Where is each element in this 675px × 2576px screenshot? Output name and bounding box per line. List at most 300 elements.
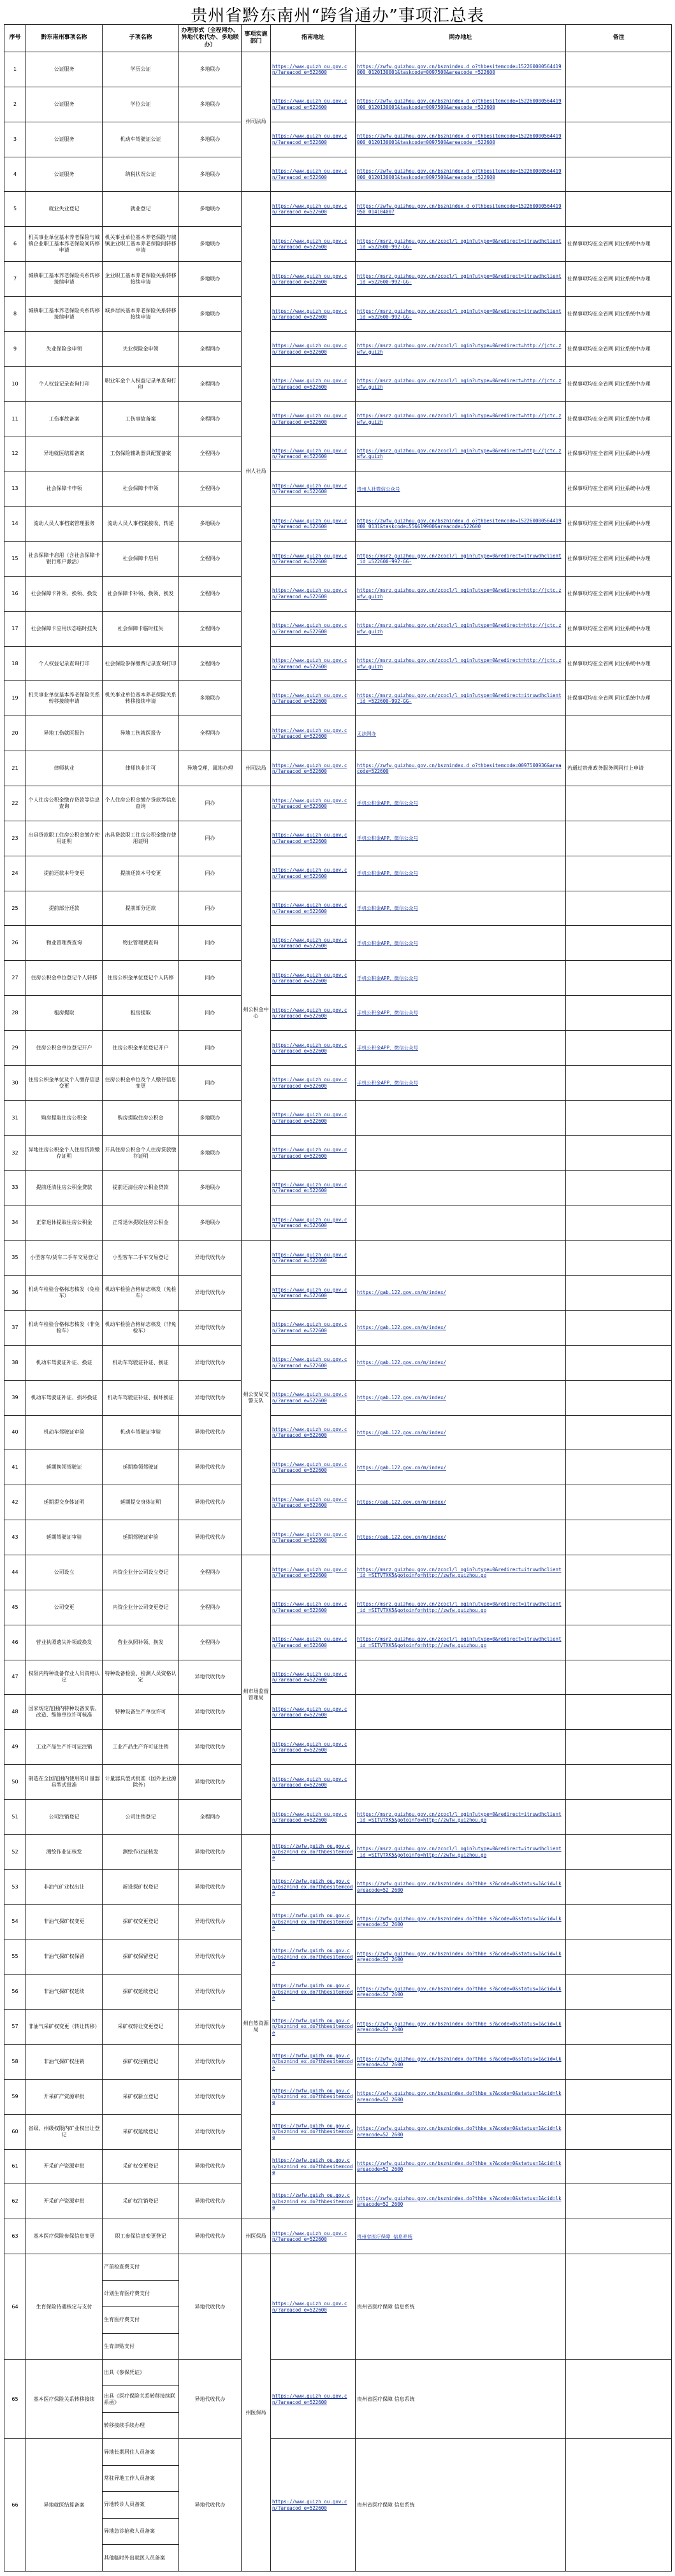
handling-form: 异地代收代办 — [179, 1310, 242, 1345]
matter-name: 住房公积金单位登记个人转移 — [26, 961, 103, 996]
guide-link[interactable]: https://www.guizh ou.gov.cn/?areacod e=522600 — [271, 1205, 356, 1241]
sub-item-name: 城乡居民基本养老保险关系转移接续申请 — [103, 297, 179, 332]
remark-cell — [566, 1170, 672, 1205]
sub-item-name: 异地长期居住人员备案 — [103, 2439, 179, 2465]
online-url[interactable]: https://msrz.guizhou.gov.cn/zcocl/l ogin?utype=0&redirect=http://jctc.zwfw.guizh — [356, 646, 566, 681]
online-url[interactable]: 无法网办 — [356, 716, 566, 751]
online-url[interactable]: https://msrz.guizhou.gov.cn/zcocl/l ogin?utype=0&redirect=http://jctc.zwfw.guizh — [356, 366, 566, 401]
guide-link[interactable]: https://www.guizh ou.gov.cn/?areacod e=522600 — [271, 192, 356, 227]
remark-cell — [566, 716, 672, 751]
guide-link[interactable]: https://zwfw.guizh ou.gov.cn/bsznind ex.do?thbesitemcode — [271, 2149, 356, 2184]
matter-name: 出具贷款职工住房公积金缴存使用证明 — [26, 821, 103, 856]
handling-form: 全程网办 — [179, 576, 242, 611]
table-row — [4, 1869, 672, 1904]
online-url[interactable]: 手机公积金APP、微信公众号 — [356, 891, 566, 926]
guide-link[interactable]: https://www.guizh ou.gov.cn/?areacod e=522600 — [271, 1625, 356, 1660]
remark-cell — [566, 1345, 672, 1380]
online-url[interactable]: https://msrz.guizhou.gov.cn/zcocl/l ogin?utype=0&redirect=itruwdhclient_id =SITVTXK5&gotoinfo=http://zwfw.guizhou.go — [356, 1555, 566, 1590]
row-number: 41 — [4, 1450, 26, 1485]
guide-link[interactable]: https://www.guizh ou.gov.cn/?areacod e=522600 — [271, 122, 356, 157]
online-url[interactable]: https://gab.122.gov.cn/m/index/ — [356, 1450, 566, 1485]
online-url[interactable]: https://gab.122.gov.cn/m/index/ — [356, 1415, 566, 1450]
remark-cell: 社保事项均在全省网 同业系统中办理 — [566, 297, 672, 332]
guide-link[interactable]: https://www.guizh ou.gov.cn/?areacod e=522600 — [271, 262, 356, 297]
online-url[interactable]: https://msrz.guizhou.gov.cn/zcocl/l ogin?utype=0&redirect=itruwdhclient_id =SITVTXK5&gotoinfo=http://zwfw.guizhou.go — [356, 1834, 566, 1869]
row-number: 62 — [4, 2184, 26, 2219]
guide-link[interactable]: https://www.guizh ou.gov.cn/?areacod e=522600 — [271, 926, 356, 961]
matter-name: 提前还清住房公积金贷款 — [26, 1170, 103, 1205]
sub-item-name: 采矿权新立登记 — [103, 2079, 179, 2114]
online-url[interactable] — [356, 1660, 566, 1695]
guide-link[interactable]: https://zwfw.guizh ou.gov.cn/bsznind ex.do?thbesitemcode — [271, 2044, 356, 2079]
department-cell: 州医保局 — [242, 2219, 271, 2254]
matter-name: 开采矿产资源审批 — [26, 2079, 103, 2114]
guide-link[interactable]: https://www.guizh ou.gov.cn/?areacod e=522600 — [271, 157, 356, 192]
table-row — [4, 1695, 672, 1730]
row-number: 16 — [4, 576, 26, 611]
row-number: 36 — [4, 1276, 26, 1311]
remark-cell — [566, 1799, 672, 1834]
sub-item-name: 探矿权注销登记 — [103, 2044, 179, 2079]
table-row — [4, 2439, 672, 2465]
online-url[interactable]: 手机公积金APP、微信公众号 — [356, 961, 566, 996]
remark-cell: 社保事项均在全省网 同业系统中办理 — [566, 471, 672, 507]
remark-cell: 社保事项均在全省网 同业系统中办理 — [566, 646, 672, 681]
guide-link[interactable]: https://www.guizh ou.gov.cn/?areacod e=522600 — [271, 471, 356, 507]
table-row — [4, 611, 672, 646]
sub-item-name: 机动车检验合格标志核发（非免检车） — [103, 1310, 179, 1345]
guide-link[interactable]: https://www.guizh ou.gov.cn/?areacod e=522600 — [271, 1170, 356, 1205]
guide-link[interactable]: https://www.guizh ou.gov.cn/?areacod e=522600 — [271, 856, 356, 891]
online-url[interactable]: https://gab.122.gov.cn/m/index/ — [356, 1485, 566, 1520]
online-url[interactable]: https://msrz.guizhou.gov.cn/zcocl/l ogin?utype=0&redirect=http://jctc.zwfw.guizh — [356, 576, 566, 611]
table-row — [4, 891, 672, 926]
matter-name: 流动人员人事档案管理服务 — [26, 507, 103, 542]
guide-link[interactable]: https://www.guizh ou.gov.cn/?areacod e=522600 — [271, 786, 356, 821]
matter-name: 营业执照遗失补领或换发 — [26, 1625, 103, 1660]
online-url[interactable]: https://zwfw.guizhou.gov.cn/bsznindex.do?thbe s?&code=0&status=1&cid=lkareacode=52 2600 — [356, 1975, 566, 2010]
matter-name: 工业产品生产许可证注销 — [26, 1730, 103, 1765]
online-url[interactable]: https://msrz.guizhou.gov.cn/zcocl/l ogin?utype=0&redirect=http://jctc.zwfw.guizh — [356, 331, 566, 366]
remark-cell: 社保事项均在全省网 同业系统中办理 — [566, 331, 672, 366]
table-row — [4, 262, 672, 297]
table-row — [4, 2254, 672, 2280]
handling-form: 全程网办 — [179, 366, 242, 401]
row-number: 1 — [4, 52, 26, 87]
guide-link[interactable]: https://zwfw.guizh ou.gov.cn/bsznind ex.do?thbesitemcode — [271, 1834, 356, 1869]
remark-cell — [566, 2439, 672, 2572]
online-url[interactable]: 手机公积金APP、微信公众号 — [356, 856, 566, 891]
sub-item-name: 购房提取住房公积金 — [103, 1100, 179, 1135]
handling-form: 异地代收代办 — [179, 1939, 242, 1975]
guide-link[interactable]: https://www.guizh ou.gov.cn/?areacod e=522600 — [271, 646, 356, 681]
matter-name: 开采矿产资源审批 — [26, 2149, 103, 2184]
online-url[interactable]: https://zwfw.guizhou.gov.cn/bsznindex.do?thbe s?&code=0&status=1&cid=lkareacode=52 2600 — [356, 1939, 566, 1975]
matter-name: 公证服务 — [26, 157, 103, 192]
online-url[interactable]: https://msrz.guizhou.gov.cn/zcocl/l ogin?utype=0&redirect=itruwdhclient_id =522600-992-GG- — [356, 262, 566, 297]
guide-link[interactable]: https://www.guizh ou.gov.cn/?areacod e=522600 — [271, 2254, 356, 2360]
online-url[interactable]: 手机公积金APP、微信公众号 — [356, 1031, 566, 1066]
handling-form: 异地代收代办 — [179, 1450, 242, 1485]
matter-name: 小型客车/货车二手车交易登记 — [26, 1241, 103, 1276]
guide-link[interactable]: https://www.guizh ou.gov.cn/?areacod e=522600 — [271, 2219, 356, 2254]
guide-link[interactable]: https://zwfw.guizh ou.gov.cn/bsznind ex.do?thbesitemcode — [271, 1904, 356, 1939]
handling-form: 全程网办 — [179, 542, 242, 577]
matter-name: 非油气探矿权变更 — [26, 1904, 103, 1939]
row-number: 52 — [4, 1834, 26, 1869]
row-number: 4 — [4, 157, 26, 192]
guide-link[interactable]: https://www.guizh ou.gov.cn/?areacod e=522600 — [271, 1485, 356, 1520]
handling-form: 多地联办 — [179, 192, 242, 227]
guide-link[interactable]: https://www.guizh ou.gov.cn/?areacod e=522600 — [271, 996, 356, 1031]
online-url[interactable]: https://msrz.guizhou.gov.cn/zcocl/l ogin?utype=0&redirect=itruwdhclient_id =SITVTXK5&gotoinfo=http://zwfw.guizhou.go — [356, 1799, 566, 1834]
guide-link[interactable]: https://zwfw.guizh ou.gov.cn/bsznind ex.do?thbesitemcode — [271, 2114, 356, 2149]
department-cell: 州人社局 — [242, 192, 271, 751]
sub-item-name: 工伤事故备案 — [103, 401, 179, 436]
handling-form: 全程网办 — [179, 331, 242, 366]
matter-name: 个人权益记录查询打印 — [26, 366, 103, 401]
online-url[interactable] — [356, 1135, 566, 1170]
matters-table — [4, 24, 672, 2572]
guide-link[interactable]: https://www.guizh ou.gov.cn/?areacod e=522600 — [271, 1450, 356, 1485]
guide-link[interactable]: https://zwfw.guizh ou.gov.cn/bsznind ex.do?thbesitemcode — [271, 1869, 356, 1904]
row-number: 63 — [4, 2219, 26, 2254]
sub-item-name: 工伤保险辅助器具配置备案 — [103, 436, 179, 471]
handling-form: 同办 — [179, 926, 242, 961]
row-number: 60 — [4, 2114, 26, 2149]
handling-form: 全程网办 — [179, 646, 242, 681]
table-row — [4, 436, 672, 471]
matter-name: 非油气探矿权延续 — [26, 1975, 103, 2010]
row-number: 64 — [4, 2254, 26, 2360]
sub-item-name: 学历公证 — [103, 52, 179, 87]
online-url[interactable]: https://zwfw.guizhou.gov.cn/bsznindex.d o?thbesitemcode=152260000564419000 0120130001&taskcode=0097500&areacode =522600 — [356, 157, 566, 192]
sub-item-name: 常驻异地工作人员备案 — [103, 2465, 179, 2491]
online-url[interactable]: https://zwfw.guizhou.gov.cn/bsznindex.do?thbe s?&code=0&status=1&cid=lkareacode=52 2600 — [356, 2010, 566, 2045]
table-row — [4, 961, 672, 996]
matter-name: 城镇职工基本养老保险关系转移接续申请 — [26, 297, 103, 332]
table-row — [4, 786, 672, 821]
table-row — [4, 1975, 672, 2010]
table-row — [4, 1380, 672, 1415]
row-number: 57 — [4, 2010, 26, 2045]
online-url[interactable] — [356, 1765, 566, 1800]
online-url[interactable]: https://zwfw.guizhou.gov.cn/bsznindex.d o?thbesitemcode=152260000564419950 014104007 — [356, 192, 566, 227]
online-url[interactable]: 手机公积金APP、微信公众号 — [356, 996, 566, 1031]
handling-form: 全程网办 — [179, 1555, 242, 1590]
online-url[interactable] — [356, 1170, 566, 1205]
matter-name: 社会保障卡补领、换领、换发 — [26, 576, 103, 611]
table-row — [4, 1345, 672, 1380]
matter-name: 机关事业单位基本养老保险与城镇企业职工基本养老保险间转移申请 — [26, 227, 103, 262]
matter-name: 社会保障卡应用状态临时挂失 — [26, 611, 103, 646]
online-url[interactable]: https://zwfw.guizhou.gov.cn/bsznindex.do?thbe s?&code=0&status=1&cid=lkareacode=52 2600 — [356, 2079, 566, 2114]
guide-link[interactable]: https://www.guizh ou.gov.cn/?areacod e=522600 — [271, 331, 356, 366]
matter-name: 机动车检验合格标志核发（免检车） — [26, 1276, 103, 1311]
guide-link[interactable]: https://www.guizh ou.gov.cn/?areacod e=522600 — [271, 611, 356, 646]
guide-link[interactable]: https://www.guizh ou.gov.cn/?areacod e=522600 — [271, 2359, 356, 2438]
online-url[interactable]: https://zwfw.guizhou.gov.cn/bsznindex.d o?thbesitemcode=152260000564419000 0131&taskcode=556619900&areacode=522600 — [356, 507, 566, 542]
online-url[interactable]: https://msrz.guizhou.gov.cn/zcocl/l ogin?utype=0&redirect=itruwdhclient_id =522600-992-GG- — [356, 297, 566, 332]
guide-link[interactable]: https://www.guizh ou.gov.cn/?areacod e=522600 — [271, 1765, 356, 1800]
sub-item-name: 采矿权变更登记 — [103, 2149, 179, 2184]
sub-item-name: 特种设备生产单位许可 — [103, 1695, 179, 1730]
remark-cell — [566, 2254, 672, 2360]
online-url[interactable]: 手机公积金APP、微信公众号 — [356, 786, 566, 821]
online-url[interactable] — [356, 1730, 566, 1765]
remark-cell — [566, 2219, 672, 2254]
handling-form: 异地代收代办 — [179, 2079, 242, 2114]
row-number: 50 — [4, 1765, 26, 1800]
handling-form: 全程网办 — [179, 471, 242, 507]
row-number: 18 — [4, 646, 26, 681]
table-row — [4, 2184, 672, 2219]
matter-name: 非油气探矿权注销 — [26, 2044, 103, 2079]
guide-link[interactable]: https://www.guizh ou.gov.cn/?areacod e=522600 — [271, 1799, 356, 1834]
table-row — [4, 926, 672, 961]
online-url[interactable]: https://zwfw.guizhou.gov.cn/bsznindex.do?thbe s?&code=0&status=1&cid=lkareacode=52 2600 — [356, 2149, 566, 2184]
guide-link[interactable]: https://www.guizh ou.gov.cn/?areacod e=522600 — [271, 1590, 356, 1625]
handling-form: 异地代收代办 — [179, 2044, 242, 2079]
guide-link[interactable]: https://www.guizh ou.gov.cn/?areacod e=522600 — [271, 1415, 356, 1450]
row-number: 46 — [4, 1625, 26, 1660]
table-row — [4, 1590, 672, 1625]
remark-cell — [566, 1695, 672, 1730]
row-number: 19 — [4, 681, 26, 716]
guide-link[interactable]: https://www.guizh ou.gov.cn/?areacod e=522600 — [271, 52, 356, 87]
handling-form: 异地代收代办 — [179, 1730, 242, 1765]
online-url[interactable]: https://msrz.guizhou.gov.cn/zcocl/l ogin?utype=0&redirect=http://jctc.zwfw.guizh — [356, 401, 566, 436]
online-url[interactable]: 贵州省医疗保障 信息系统 — [356, 2219, 566, 2254]
guide-link[interactable]: https://www.guizh ou.gov.cn/?areacod e=522600 — [271, 1310, 356, 1345]
department-cell: 州公积金中心 — [242, 786, 271, 1241]
matter-name: 物业管理费查询 — [26, 926, 103, 961]
matter-name: 公司注销登记 — [26, 1799, 103, 1834]
guide-link[interactable]: https://zwfw.guizh ou.gov.cn/bsznind ex.do?thbesitemcode — [271, 1975, 356, 2010]
sub-item-name: 营业执照补领、换发 — [103, 1625, 179, 1660]
row-number: 12 — [4, 436, 26, 471]
remark-cell — [566, 1485, 672, 1520]
online-url[interactable]: https://msrz.guizhou.gov.cn/zcocl/l ogin?utype=0&redirect=itruwdhclient_id =SITVTXK5&gotoinfo=http://zwfw.guizhou.go — [356, 1590, 566, 1625]
sub-item-name: 机动车检验合格标志核发（免检车） — [103, 1276, 179, 1311]
matter-name: 生育保险待遇核定与支付 — [26, 2254, 103, 2360]
table-row — [4, 1485, 672, 1520]
online-url[interactable]: https://gab.122.gov.cn/m/index/ — [356, 1380, 566, 1415]
guide-link[interactable]: https://www.guizh ou.gov.cn/?areacod e=522600 — [271, 507, 356, 542]
matter-name: 异地就医结算备案 — [26, 2439, 103, 2572]
online-url[interactable]: https://msrz.guizhou.gov.cn/zcocl/l ogin?utype=0&redirect=http://jctc.zwfw.guizh — [356, 611, 566, 646]
table-row — [4, 1031, 672, 1066]
online-url[interactable]: https://zwfw.guizhou.gov.cn/bsznindex.do?thbe s?&code=0&status=1&cid=lkareacode=52 2600 — [356, 1904, 566, 1939]
guide-link[interactable]: https://zwfw.guizh ou.gov.cn/bsznind ex.do?thbesitemcode — [271, 2184, 356, 2219]
online-url[interactable]: https://gab.122.gov.cn/m/index/ — [356, 1520, 566, 1555]
guide-link[interactable]: https://www.guizh ou.gov.cn/?areacod e=522600 — [271, 1380, 356, 1415]
sub-item-name: 企业职工基本养老保险关系转移接续申请 — [103, 262, 179, 297]
online-url[interactable]: 贵州人社微信公众号 — [356, 471, 566, 507]
online-url[interactable]: https://gab.122.gov.cn/m/index/ — [356, 1310, 566, 1345]
table-row — [4, 2219, 672, 2254]
matter-name: 住房公积金单位及个人缴存信息变更 — [26, 1065, 103, 1100]
sub-item-name: 住房公积金单位登记个人转移 — [103, 961, 179, 996]
row-number: 9 — [4, 331, 26, 366]
table-row — [4, 2044, 672, 2079]
online-url[interactable]: https://msrz.guizhou.gov.cn/zcocl/l ogin?utype=0&redirect=itruwdhclient_id =522600-992-GG- — [356, 227, 566, 262]
guide-link[interactable]: https://www.guizh ou.gov.cn/?areacod e=522600 — [271, 821, 356, 856]
sub-item-name: 特种设备检验、检测人员资格认定 — [103, 1660, 179, 1695]
remark-cell — [566, 2044, 672, 2079]
online-url[interactable]: https://gab.122.gov.cn/m/index/ — [356, 1276, 566, 1311]
sub-item-name: 出具《医疗保险关系转移接续联系函》 — [103, 2386, 179, 2412]
remark-cell: 社保事项均在全省网 同业系统中办理 — [566, 507, 672, 542]
matter-name: 非油气探矿权保留 — [26, 1939, 103, 1975]
guide-link[interactable]: https://zwfw.guizh ou.gov.cn/bsznind ex.do?thbesitemcode — [271, 2010, 356, 2045]
guide-link[interactable]: https://www.guizh ou.gov.cn/?areacod e=522600 — [271, 227, 356, 262]
table-row — [4, 576, 672, 611]
guide-link[interactable]: https://www.guizh ou.gov.cn/?areacod e=522600 — [271, 716, 356, 751]
online-url[interactable]: https://zwfw.guizhou.gov.cn/bsznindex.do?thbe s?&code=0&status=1&cid=lkareacode=52 2600 — [356, 2114, 566, 2149]
row-number: 24 — [4, 856, 26, 891]
online-url[interactable]: 手机公积金APP、微信公众号 — [356, 926, 566, 961]
remark-cell — [566, 1520, 672, 1555]
matter-name: 城镇职工基本养老保险关系转移接续申请 — [26, 262, 103, 297]
handling-form: 全程网办 — [179, 1799, 242, 1834]
guide-link[interactable]: https://www.guizh ou.gov.cn/?areacod e=522600 — [271, 1135, 356, 1170]
sub-item-name: 学位公证 — [103, 87, 179, 122]
guide-link[interactable]: https://www.guizh ou.gov.cn/?areacod e=522600 — [271, 297, 356, 332]
guide-link[interactable]: https://www.guizh ou.gov.cn/?areacod e=522600 — [271, 961, 356, 996]
handling-form: 同办 — [179, 786, 242, 821]
sub-item-name: 计量器具型式批准（国外企业源除外） — [103, 1765, 179, 1800]
matter-name: 基本医疗保险关系转移接续 — [26, 2359, 103, 2438]
handling-form: 全程网办 — [179, 1590, 242, 1625]
table-row — [4, 1450, 672, 1485]
table-row — [4, 227, 672, 262]
row-number: 55 — [4, 1939, 26, 1975]
remark-cell: 社保事项均在全省网 同业系统中办理 — [566, 576, 672, 611]
handling-form: 异地代收代办 — [179, 1520, 242, 1555]
handling-form: 多地联办 — [179, 227, 242, 262]
sub-item-name: 出具《参保凭证》 — [103, 2359, 179, 2385]
row-number: 38 — [4, 1345, 26, 1380]
row-number: 23 — [4, 821, 26, 856]
guide-link[interactable]: https://www.guizh ou.gov.cn/?areacod e=522600 — [271, 1065, 356, 1100]
online-url[interactable]: https://zwfw.guizhou.gov.cn/bsznindex.do?thbe s?&code=0&status=1&cid=lkareacode=52 2600 — [356, 2184, 566, 2219]
guide-link[interactable]: https://www.guizh ou.gov.cn/?areacod e=522600 — [271, 1520, 356, 1555]
online-url[interactable] — [356, 1205, 566, 1241]
online-url[interactable]: https://gab.122.gov.cn/m/index/ — [356, 1345, 566, 1380]
guide-link[interactable]: https://www.guizh ou.gov.cn/?areacod e=522600 — [271, 2439, 356, 2572]
guide-link[interactable]: https://www.guizh ou.gov.cn/?areacod e=522600 — [271, 1241, 356, 1276]
online-url[interactable]: 手机公积金APP、微信公众号 — [356, 1065, 566, 1100]
matters-table-wrapper — [4, 24, 671, 2572]
sub-item-name: 出具贷款职工住房公积金缴存使用证明 — [103, 821, 179, 856]
guide-link[interactable]: https://www.guizh ou.gov.cn/?areacod e=522600 — [271, 436, 356, 471]
online-url[interactable] — [356, 1695, 566, 1730]
sub-item-name: 采矿权延续登记 — [103, 2114, 179, 2149]
row-number: 39 — [4, 1380, 26, 1415]
guide-link[interactable]: https://www.guizh ou.gov.cn/?areacod e=522600 — [271, 1695, 356, 1730]
row-number: 5 — [4, 192, 26, 227]
guide-link[interactable]: https://www.guizh ou.gov.cn/?areacod e=522600 — [271, 1031, 356, 1066]
online-url[interactable] — [356, 1241, 566, 1276]
sub-item-name: 延期驾驶证审验 — [103, 1520, 179, 1555]
row-number: 2 — [4, 87, 26, 122]
guide-link[interactable]: https://www.guizh ou.gov.cn/?areacod e=522600 — [271, 542, 356, 577]
sub-item-name: 流动人员人事档案接收、转递 — [103, 507, 179, 542]
matter-name: 公司设立 — [26, 1555, 103, 1590]
online-url[interactable]: https://zwfw.guizhou.gov.cn/bsznindex.d o?thbesitemcode=152260000564419000 0120130001&taskcode=0097500&areacode =522600 — [356, 122, 566, 157]
guide-link[interactable]: https://www.guizh ou.gov.cn/?areacod e=522600 — [271, 1730, 356, 1765]
row-number: 3 — [4, 122, 26, 157]
handling-form: 异地代收代办 — [179, 2114, 242, 2149]
matter-name: 开采矿产资源审批 — [26, 2184, 103, 2219]
matter-name: 就业失业登记 — [26, 192, 103, 227]
handling-form: 多地联办 — [179, 297, 242, 332]
online-url[interactable]: https://zwfw.guizhou.gov.cn/bsznindex.d o?thbesitemcode=0097500936&areacode=522600 — [356, 751, 566, 786]
department-cell: 州司法局 — [242, 751, 271, 786]
online-url[interactable] — [356, 1100, 566, 1135]
guide-link[interactable]: https://www.guizh ou.gov.cn/?areacod e=522600 — [271, 891, 356, 926]
guide-link[interactable]: https://www.guizh ou.gov.cn/?areacod e=522600 — [271, 1555, 356, 1590]
table-row — [4, 1939, 672, 1975]
row-number: 25 — [4, 891, 26, 926]
guide-link[interactable]: https://www.guizh ou.gov.cn/?areacod e=522600 — [271, 366, 356, 401]
guide-link[interactable]: https://www.guizh ou.gov.cn/?areacod e=522600 — [271, 576, 356, 611]
guide-link[interactable]: https://www.guizh ou.gov.cn/?areacod e=522600 — [271, 1100, 356, 1135]
guide-link[interactable]: https://zwfw.guizh ou.gov.cn/bsznind ex.do?thbesitemcode — [271, 1939, 356, 1975]
guide-link[interactable]: https://www.guizh ou.gov.cn/?areacod e=522600 — [271, 401, 356, 436]
remark-cell — [566, 2079, 672, 2114]
sub-item-name: 采矿权注销登记 — [103, 2184, 179, 2219]
guide-link[interactable]: https://www.guizh ou.gov.cn/?areacod e=522600 — [271, 87, 356, 122]
remark-cell: 社保事项均在全省网 同业系统中办理 — [566, 542, 672, 577]
sub-item-name: 异地急诊抢救人员备案 — [103, 2518, 179, 2544]
online-url[interactable]: https://zwfw.guizhou.gov.cn/bsznindex.d o?thbesitemcode=152260000564419000 0120130001&taskcode=0097500&areacode =522600 — [356, 52, 566, 87]
handling-form: 异地代收代办 — [179, 1415, 242, 1450]
online-url[interactable]: https://msrz.guizhou.gov.cn/zcocl/l ogin?utype=0&redirect=itruwdhclient_id =522600-992-GG- — [356, 681, 566, 716]
online-url[interactable]: https://msrz.guizhou.gov.cn/zcocl/l ogin?utype=0&redirect=itruwdhclient_id =522600-992-GG- — [356, 542, 566, 577]
online-url[interactable]: https://zwfw.guizhou.gov.cn/bsznindex.do?thbe s?&code=0&status=1&cid=lkareacode=52 2600 — [356, 1869, 566, 1904]
table-row — [4, 1765, 672, 1800]
guide-link[interactable]: https://www.guizh ou.gov.cn/?areacod e=522600 — [271, 1345, 356, 1380]
online-url[interactable]: https://zwfw.guizhou.gov.cn/bsznindex.do?thbe s?&code=0&status=1&cid=lkareacode=52 2600 — [356, 2044, 566, 2079]
online-url[interactable]: https://zwfw.guizhou.gov.cn/bsznindex.d o?thbesitemcode=152260000564419000 0120130001&taskcode=0097500&areacode =522600 — [356, 87, 566, 122]
row-number: 17 — [4, 611, 26, 646]
handling-form: 异地代收代办 — [179, 1869, 242, 1904]
department-cell: 州自然资源局 — [242, 1834, 271, 2219]
online-url[interactable]: https://msrz.guizhou.gov.cn/zcocl/l ogin?utype=0&redirect=itruwdhclient_id =SITVTXK5&gotoinfo=http://zwfw.guizhou.go — [356, 1625, 566, 1660]
remark-cell — [566, 192, 672, 227]
guide-link[interactable]: https://www.guizh ou.gov.cn/?areacod e=522600 — [271, 681, 356, 716]
header-cell: 网办地址 — [356, 25, 566, 52]
remark-cell — [566, 122, 672, 157]
matter-name: 延期提交身体证明 — [26, 1485, 103, 1520]
sub-item-name: 其他临时外出就医人员备案 — [103, 2545, 179, 2572]
guide-link[interactable]: https://www.guizh ou.gov.cn/?areacod e=522600 — [271, 1660, 356, 1695]
sub-item-name: 失业保险金申领 — [103, 331, 179, 366]
sub-item-name: 提前还清住房公积金贷款 — [103, 1170, 179, 1205]
remark-cell — [566, 1380, 672, 1415]
handling-form: 异地代收代办 — [179, 2254, 242, 2360]
online-url[interactable]: https://msrz.guizhou.gov.cn/zcocl/l ogin?utype=0&redirect=http://jctc.zwfw.guizh — [356, 436, 566, 471]
guide-link[interactable]: https://www.guizh ou.gov.cn/?areacod e=522600 — [271, 1276, 356, 1311]
online-url[interactable]: 手机公积金APP、微信公众号 — [356, 821, 566, 856]
remark-cell — [566, 1310, 672, 1345]
guide-link[interactable]: https://zwfw.guizh ou.gov.cn/bsznind ex.do?thbesitemcode — [271, 2079, 356, 2114]
handling-form: 多地联办 — [179, 1205, 242, 1241]
row-number: 8 — [4, 297, 26, 332]
guide-link[interactable]: https://www.guizh ou.gov.cn/?areacod e=522600 — [271, 751, 356, 786]
